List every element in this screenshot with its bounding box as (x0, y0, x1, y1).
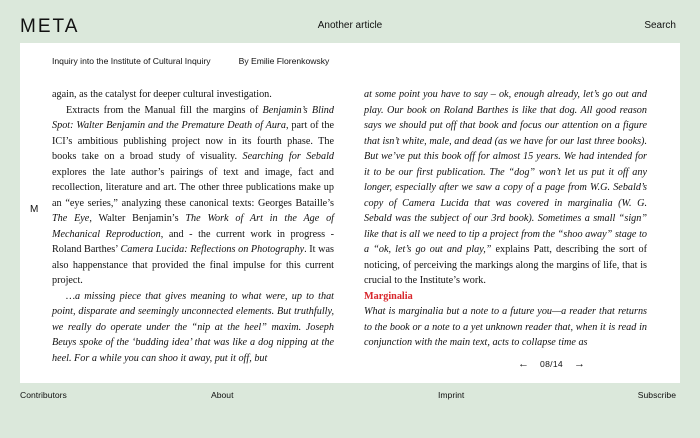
footer-link-subscribe[interactable]: Subscribe (637, 390, 676, 400)
quote-paragraph: …a missing piece that gives meaning to what were, up to that point, disparate and seemingly unconnected elements. But truthfully, we really do operate under the “nip at the heel” maxim. Joseph Beuys spoke of the ‘budding idea’ that was like a dog nipping at the heel. For a while you can shoo it away, put it off, but (52, 290, 334, 364)
text-run: , and - the current work in progress - Roland Barthes’ (52, 228, 334, 255)
article-page (20, 43, 680, 383)
text-run: , part of the ICI’s ambitious publishing project now in its fourth phase. The books take on a broad study of visuality. (52, 120, 334, 162)
page-counter: 08/14 (540, 359, 564, 369)
another-article-link[interactable]: Another article (317, 20, 383, 31)
paragraph (52, 103, 334, 289)
book-title: Searching for Sebald (242, 151, 335, 162)
paragraph (364, 87, 647, 289)
book-title: The Work of Art in the Age of Mechanical Reproduction (52, 213, 334, 240)
book-title: Benjamin’s Blind Spot: Walter Benjamin and the Premature Death of Aura (52, 104, 334, 131)
footer-link-contributors[interactable]: Contributors (20, 390, 67, 400)
section-heading: Marginalia (364, 290, 413, 302)
quote-text: at some point you have to say – ok, enough already, let’s go out and play. Our book on Roland Barthes is like that dog. All good reason says we should put off that book and focus our attention on a figure that isn’t white, male, and dead (as we have for our last three books). But we’ve put this book off for almost 15 years. We had intended for it to be our first publication. The “dog” won’t let us put it off any longer, especially after we saw a copy of a page from W.G. Sebald’s copy of Camera Lucida that was covered in marginalia (W. G. Sebald was the subject of our 3rd book). Sometimes a small “sign” like that is all we need to tip a project from the “shoo away” stage to a “ok, let’s go out and play,” (364, 89, 647, 255)
article-author: By Emilie Florenkowsky (238, 56, 330, 66)
paragraph: again, as the catalyst for deeper cultural investigation. (52, 89, 272, 100)
site-logo[interactable]: META (20, 16, 80, 37)
quote-paragraph: What is marginalia but a note to a future you—a reader that returns to the book or a note to a yet unknown reader that, when it is read in conjunction with the main text, acts to collapse time as (364, 306, 647, 348)
book-title: The Eye (52, 213, 90, 224)
text-run: explores the late author’s pairings of text and image, fact and recollection, literature and art. The other three publications make up an “eye series,” analyzing these canonical texts: Georges Bataille’s (52, 166, 334, 209)
text-run: Extracts from the Manual fill the margins of (66, 104, 263, 116)
side-marker: M (30, 204, 39, 215)
arrow-right-icon[interactable]: → (574, 358, 586, 370)
text-run: explains Patt, describing the sort of noticing, of perceiving the markings along the margins of life, that is crucial to the Institute’s work. (364, 244, 648, 286)
text-column-left (52, 87, 334, 366)
article-title: Inquiry into the Institute of Cultural Inquiry (52, 56, 211, 66)
article-header (52, 56, 329, 66)
footer-link-imprint[interactable]: Imprint (438, 390, 465, 400)
search-link[interactable]: Search (644, 20, 676, 31)
footer-link-about[interactable]: About (211, 390, 234, 400)
text-column-right (364, 87, 647, 351)
book-title: Camera Lucida: Reflections on Photography (120, 244, 305, 255)
pagination (516, 358, 587, 370)
arrow-left-icon[interactable]: ← (518, 358, 529, 370)
text-run: . It was also happenstance that provided the final impulse for this current project. (52, 244, 334, 286)
text-run: , Walter Benjamin’s (89, 213, 186, 224)
